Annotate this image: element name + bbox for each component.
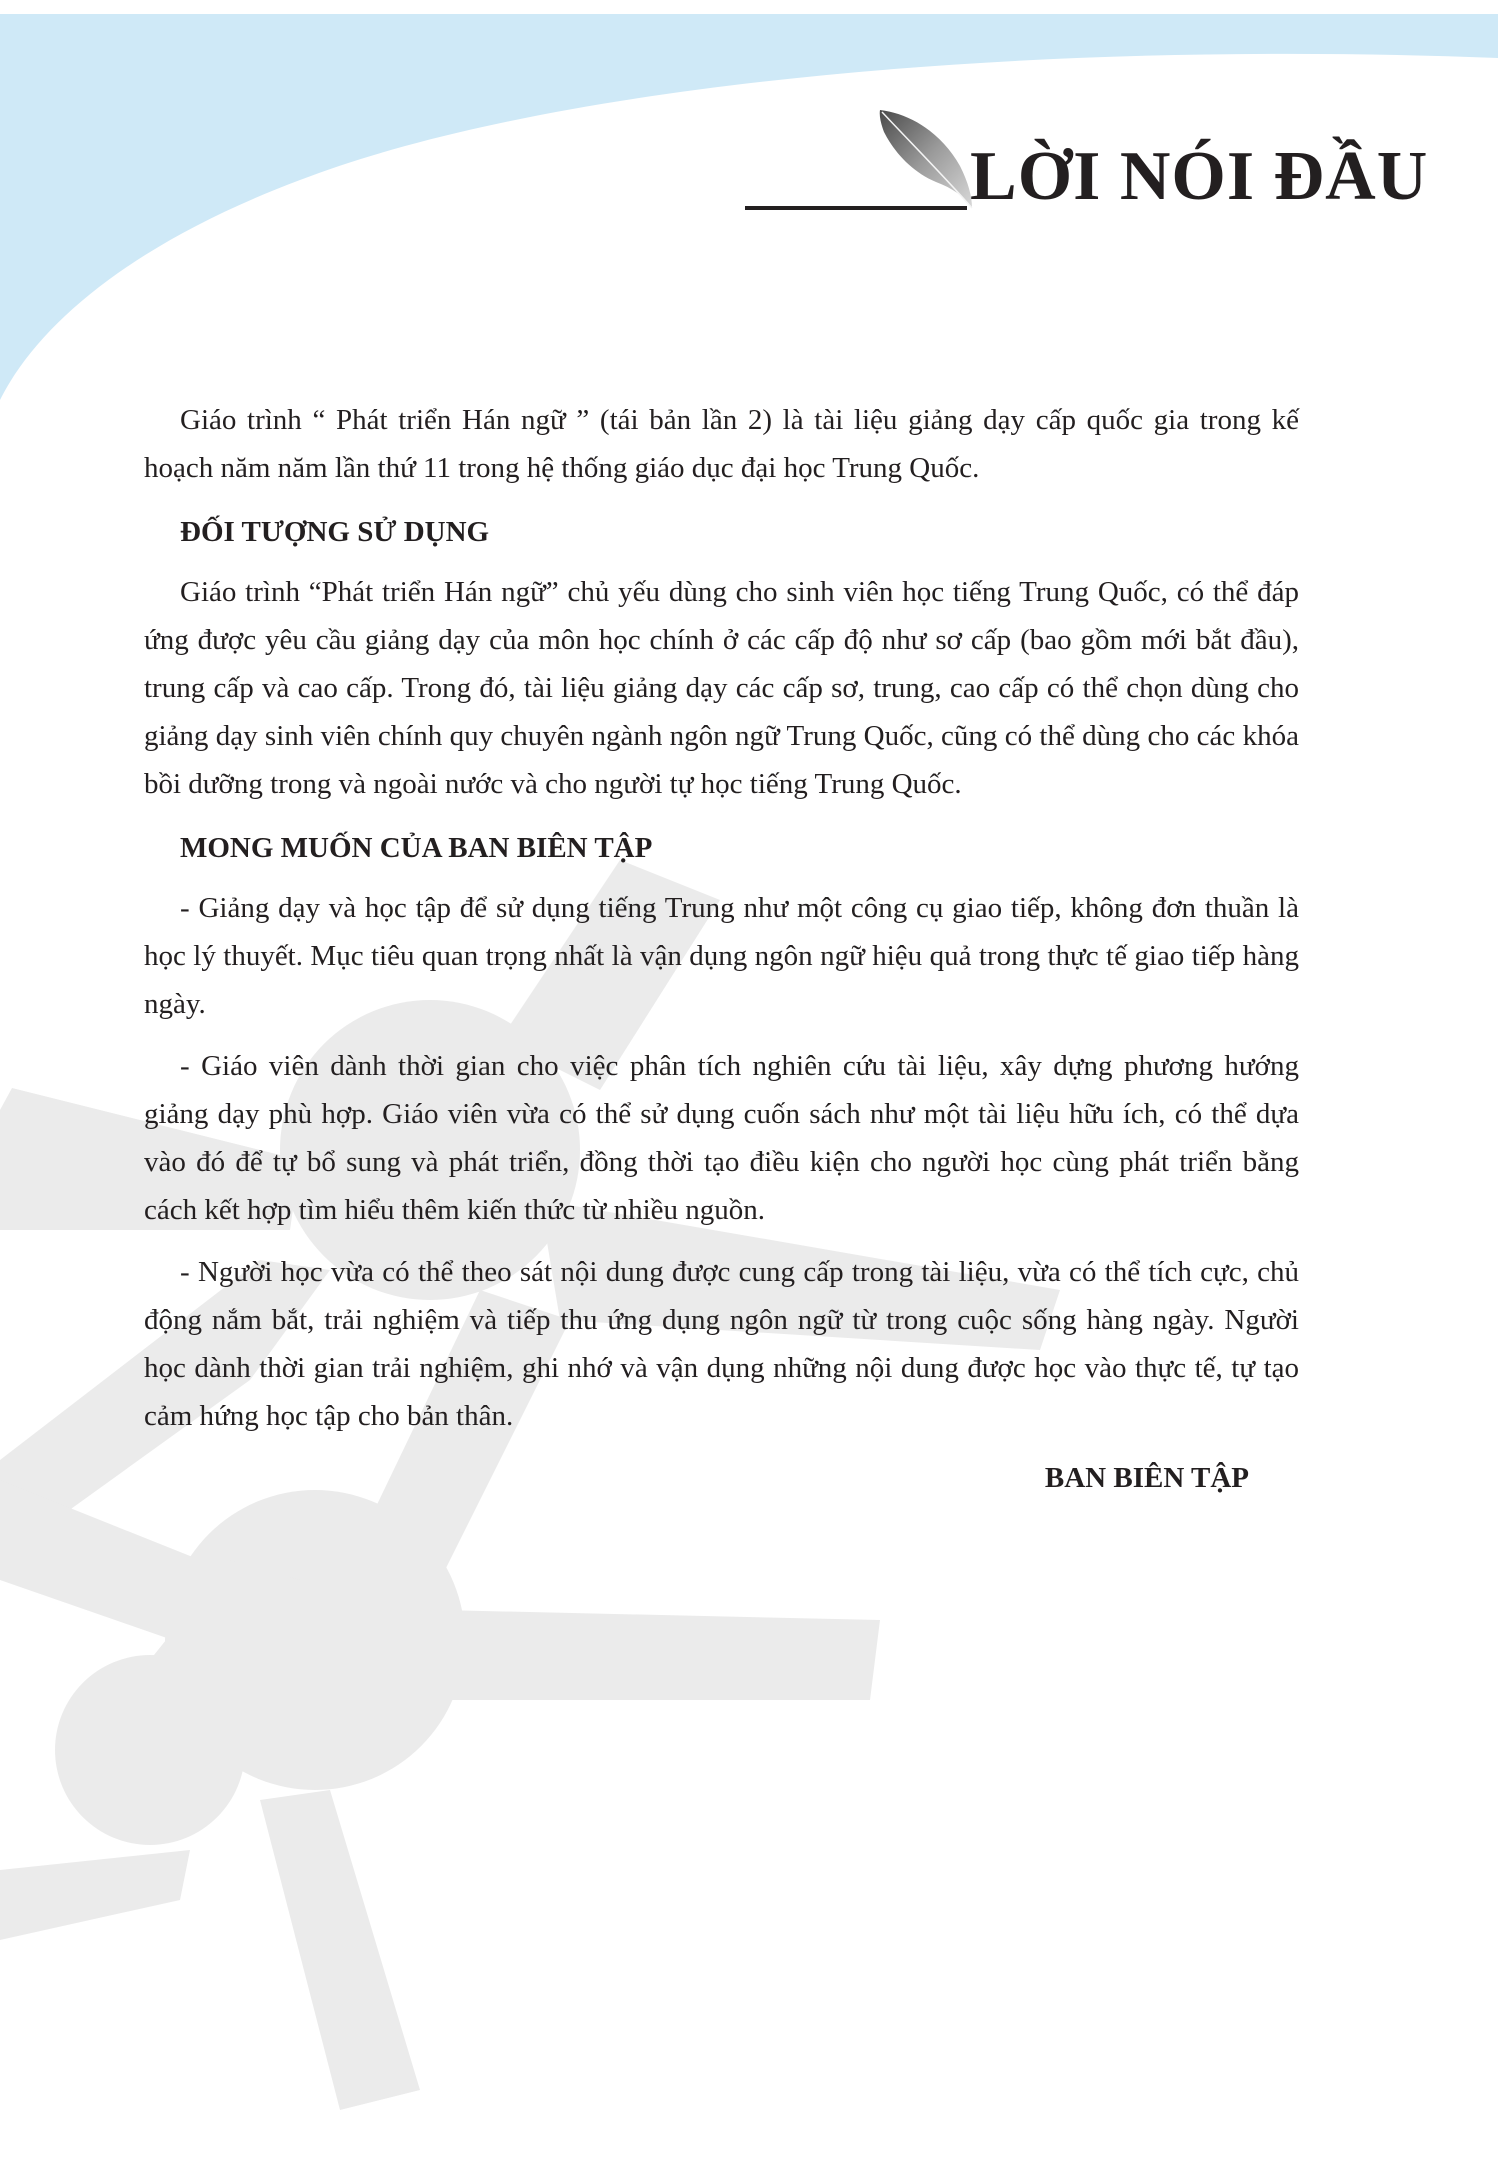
wishes-paragraph-1: - Giảng dạy và học tập để sử dụng tiếng Trung như một công cụ giao tiếp, không đơn thuần là học lý thuyết. Mục tiêu quan trọng nhất là vận dụng ngôn ngữ hiệu quả trong thực tế giao tiếp hàng ngày.: [144, 892, 1299, 1020]
section-heading-wishes: MONG MUỐN CỦA BAN BIÊN TẬP: [180, 832, 653, 864]
signature: BAN BIÊN TẬP: [1044, 1462, 1249, 1494]
section-heading-audience: ĐỐI TƯỢNG SỬ DỤNG: [180, 516, 490, 548]
page-title: LỜI NÓI ĐẦU: [970, 138, 1429, 215]
main-content: [144, 396, 1299, 1502]
wishes-paragraph-3: - Người học vừa có thể theo sát nội dung được cung cấp trong tài liệu, vừa có thể tích cực, chủ động nắm bắt, trải nghiệm và tiếp thu ứng dụng ngôn ngữ từ trong cuộc sống hàng ngày. Người học dành thời gian trải nghiệm, ghi nhớ và vận dụng những nội dung được học vào thực tế, tự tạo cảm hứng học tập cho bản thân.: [144, 1256, 1299, 1432]
feather-icon: [872, 104, 982, 214]
wishes-paragraph-2: - Giáo viên dành thời gian cho việc phân tích nghiên cứu tài liệu, xây dựng phương hướng giảng dạy phù hợp. Giáo viên vừa có thể sử dụng cuốn sách như một tài liệu hữu ích, có thể dựa vào đó để tự bổ sung và phát triển, đồng thời tạo điều kiện cho người học cùng phát triển bằng cách kết hợp tìm hiểu thêm kiến thức từ nhiều nguồn.: [144, 1050, 1299, 1226]
intro-paragraph: Giáo trình “ Phát triển Hán ngữ ” (tái bản lần 2) là tài liệu giảng dạy cấp quốc gia trong kế hoạch năm năm lần thứ 11 trong hệ thống giáo dục đại học Trung Quốc.: [144, 404, 1299, 484]
title-rule: [745, 206, 967, 210]
audience-paragraph: Giáo trình “Phát triển Hán ngữ” chủ yếu dùng cho sinh viên học tiếng Trung Quốc, có thể đáp ứng được yêu cầu giảng dạy của môn học chính ở các cấp độ như sơ cấp (bao gồm mới bắt đầu), trung cấp và cao cấp. Trong đó, tài liệu giảng dạy các cấp sơ, trung, cao cấp có thể chọn dùng cho giảng dạy sinh viên chính quy chuyên ngành ngôn ngữ Trung Quốc, cũng có thể dùng cho các khóa bồi dưỡng trong và ngoài nước và cho người tự học tiếng Trung Quốc.: [144, 576, 1299, 800]
